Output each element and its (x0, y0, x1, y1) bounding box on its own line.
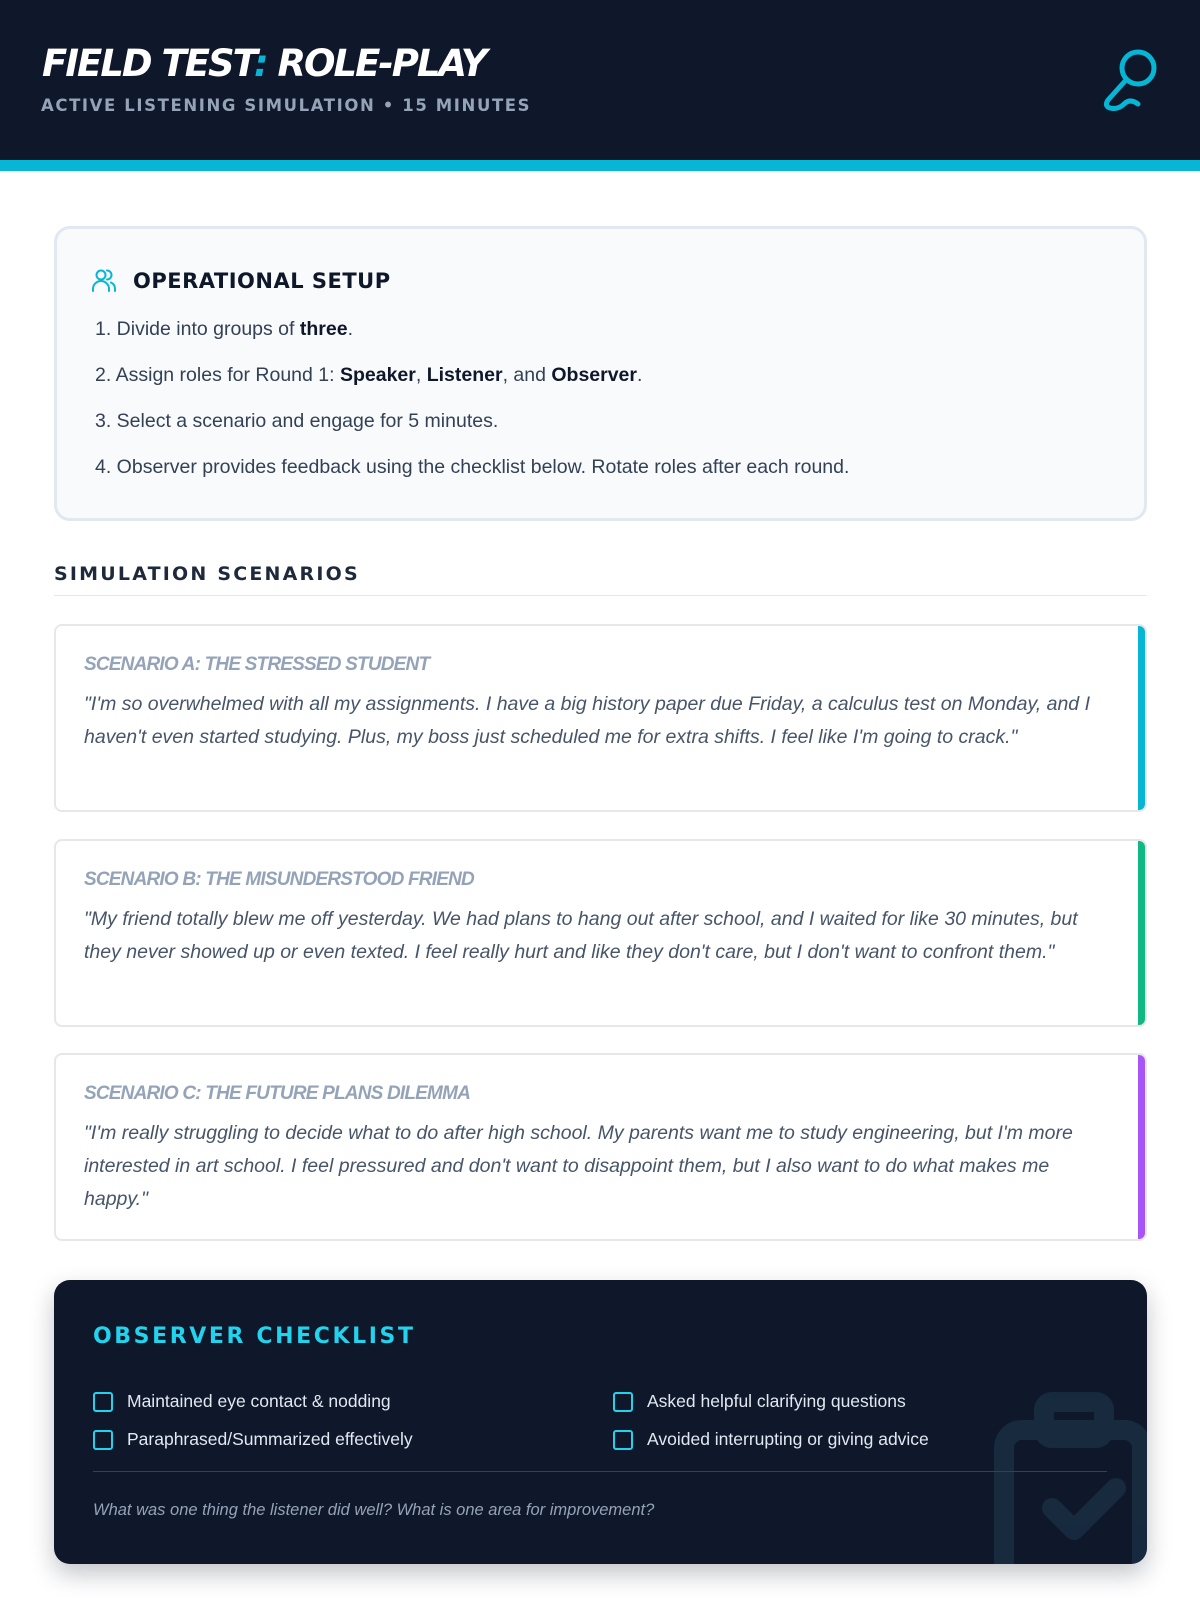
setup-step: 2. Assign roles for Round 1: Speaker, Listener, and Observer. (95, 364, 643, 386)
page-header (0, 0, 1200, 160)
setup-steps (95, 317, 849, 501)
scenario-card-a (54, 624, 1147, 812)
scenario-accent-bar (1138, 626, 1145, 810)
scenario-accent-bar (1138, 1055, 1145, 1239)
checklist-title: OBSERVER CHECKLIST (93, 1324, 416, 1349)
checkbox[interactable] (93, 1392, 113, 1412)
checklist-divider (93, 1471, 1107, 1472)
scenario-title: SCENARIO C: THE FUTURE PLANS DILEMMA (84, 1083, 471, 1104)
header-accent-stripe (0, 160, 1200, 171)
checklist-item[interactable] (93, 1391, 391, 1412)
scenario-card-c (54, 1053, 1147, 1241)
section-divider (54, 595, 1147, 596)
checkbox[interactable] (93, 1430, 113, 1450)
feedback-prompt: What was one thing the listener did well? What is one area for improvement? (93, 1501, 655, 1519)
scenario-quote: "I'm so overwhelmed with all my assignments. I have a big history paper due Friday, a calculus test on Monday, and I haven't even started studying. Plus, my boss just scheduled me for extra shifts. I feel like I'm going to crack." (84, 693, 1090, 748)
checklist-item-label: Asked helpful clarifying questions (647, 1391, 906, 1411)
setup-step: 3. Select a scenario and engage for 5 minutes. (95, 410, 499, 432)
scenario-title: SCENARIO A: THE STRESSED STUDENT (84, 654, 430, 675)
clipboard-check-icon (994, 1390, 1147, 1564)
checklist-item-label: Maintained eye contact & nodding (127, 1391, 391, 1411)
observer-checklist-card (54, 1280, 1147, 1564)
users-icon (91, 267, 117, 293)
checkbox[interactable] (613, 1430, 633, 1450)
setup-title: OPERATIONAL SETUP (133, 269, 391, 293)
checklist-item[interactable] (613, 1429, 929, 1450)
scenario-quote: "My friend totally blew me off yesterday. We had plans to hang out after school, and I waited for like 30 minutes, but they never showed up or even texted. I feel really hurt and like they don't care, but I don't want to confront them." (84, 908, 1078, 963)
microphone-icon (1100, 46, 1160, 114)
checklist-item[interactable] (93, 1429, 413, 1450)
scenarios-section-title: SIMULATION SCENARIOS (54, 563, 360, 585)
checklist-item-label: Paraphrased/Summarized effectively (127, 1429, 413, 1449)
scenario-card-b (54, 839, 1147, 1027)
operational-setup-card (54, 226, 1147, 521)
scenario-quote: "I'm really struggling to decide what to do after high school. My parents want me to study engineering, but I'm more interested in art school. I feel pressured and don't want to disappoint them, but I also want to do what makes me happy." (84, 1122, 1073, 1210)
page-subtitle: ACTIVE LISTENING SIMULATION • 15 MINUTES (41, 96, 532, 115)
setup-step: 1. Divide into groups of three. (95, 318, 353, 340)
setup-step: 4. Observer provides feedback using the checklist below. Rotate roles after each round. (95, 456, 850, 478)
scenario-title: SCENARIO B: THE MISUNDERSTOOD FRIEND (84, 869, 474, 890)
page-title: FIELD TEST: ROLE-PLAY (42, 42, 486, 85)
scenario-accent-bar (1138, 841, 1145, 1025)
checklist-item-label: Avoided interrupting or giving advice (647, 1429, 929, 1449)
checkbox[interactable] (613, 1392, 633, 1412)
checklist-item[interactable] (613, 1391, 906, 1412)
